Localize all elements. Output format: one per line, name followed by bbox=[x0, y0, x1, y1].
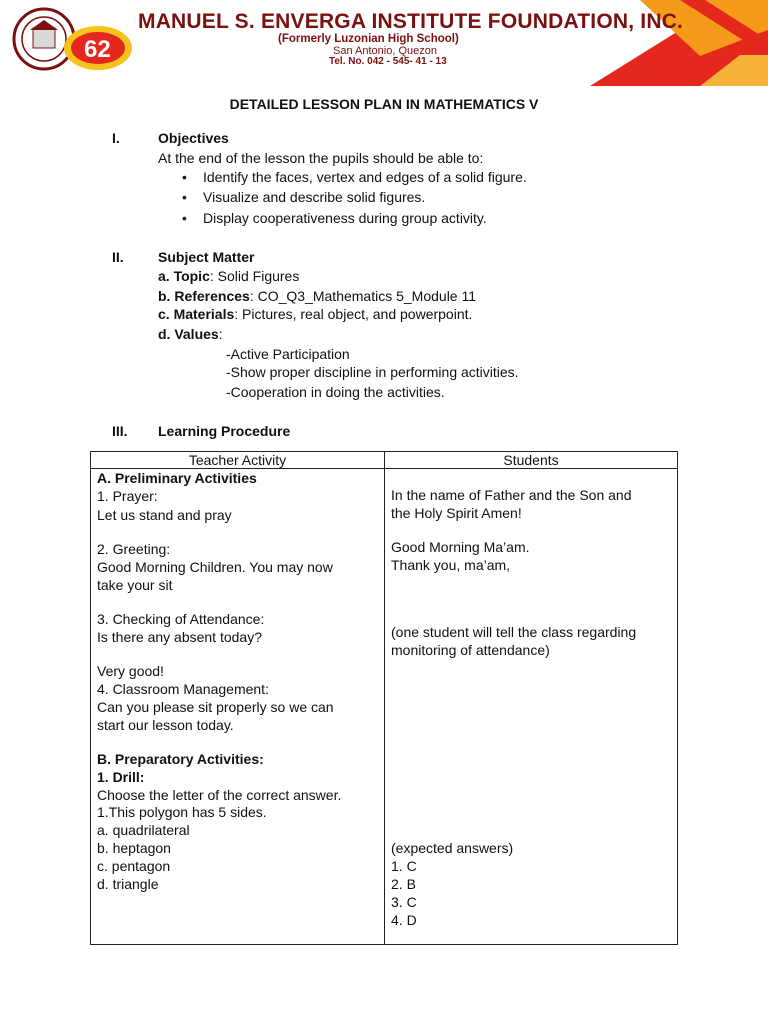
management-label: 4. Classroom Management: bbox=[97, 681, 269, 697]
attendance-line: Is there any absent today? bbox=[97, 629, 262, 645]
preliminary-activities-heading: A. Preliminary Activities bbox=[97, 470, 257, 486]
drill-choice: c. pentagon bbox=[97, 858, 171, 874]
students-header: Students bbox=[385, 452, 678, 469]
student-attendance-line: (one student will tell the class regarding bbox=[391, 624, 637, 640]
prayer-line: Let us stand and pray bbox=[97, 507, 232, 523]
very-good-text: Very good! bbox=[97, 663, 164, 679]
materials-value: : Pictures, real object, and powerpoint. bbox=[234, 306, 473, 322]
learning-procedure-numeral: III. bbox=[112, 423, 128, 439]
student-greeting-line: Good Morning Ma’am. bbox=[391, 539, 530, 555]
objective-item: • Identify the faces, vertex and edges of a solid figure. bbox=[203, 169, 527, 185]
greeting-line: Good Morning Children. You may now bbox=[97, 559, 333, 575]
expected-answer: 2. B bbox=[391, 876, 416, 892]
greeting-label: 2. Greeting: bbox=[97, 541, 171, 557]
topic-line bbox=[158, 268, 299, 284]
topic-value: : Solid Figures bbox=[209, 268, 300, 284]
value-item: -Active Participation bbox=[226, 346, 350, 362]
students-cell bbox=[385, 469, 678, 945]
lesson-procedure-table bbox=[90, 451, 678, 945]
table-row bbox=[91, 469, 678, 945]
drill-choice: a. quadrilateral bbox=[97, 822, 190, 838]
subject-matter-numeral: II. bbox=[112, 249, 124, 265]
learning-procedure-heading: Learning Procedure bbox=[158, 423, 291, 439]
drill-question: 1.This polygon has 5 sides. bbox=[97, 804, 267, 820]
preparatory-activities-heading: B. Preparatory Activities: bbox=[97, 751, 264, 767]
student-attendance-line: monitoring of attendance) bbox=[391, 642, 550, 658]
school-telephone: Tel. No. 042 - 545- 41 - 13 bbox=[329, 56, 447, 67]
objectives-intro: At the end of the lesson the pupils should be able to: bbox=[158, 150, 484, 166]
attendance-label: 3. Checking of Attendance: bbox=[97, 611, 265, 627]
student-prayer-line: the Holy Spirit Amen! bbox=[391, 505, 522, 521]
references-label: b. References bbox=[158, 288, 250, 304]
expected-answer: 3. C bbox=[391, 894, 417, 910]
teacher-activity-header: Teacher Activity bbox=[91, 452, 385, 469]
expected-answer: 4. D bbox=[391, 912, 417, 928]
value-item: -Cooperation in doing the activities. bbox=[226, 384, 445, 400]
student-prayer-line: In the name of Father and the Son and bbox=[391, 487, 632, 503]
references-value: : CO_Q3_Mathematics 5_Module 11 bbox=[249, 288, 477, 304]
greeting-line: take your sit bbox=[97, 577, 173, 593]
svg-text:62: 62 bbox=[84, 36, 111, 63]
subject-matter-heading: Subject Matter bbox=[158, 249, 255, 265]
school-former-name: (Formerly Luzonian High School) bbox=[278, 33, 459, 45]
management-line: start our lesson today. bbox=[97, 717, 234, 733]
expected-answers-label: (expected answers) bbox=[391, 840, 514, 856]
school-seal-logo bbox=[14, 9, 74, 69]
drill-heading: 1. Drill: bbox=[97, 769, 145, 785]
management-line: Can you please sit properly so we can bbox=[97, 699, 334, 715]
values-label: d. Values bbox=[158, 326, 219, 342]
materials-line bbox=[158, 306, 472, 322]
values-line bbox=[158, 326, 223, 342]
anniversary-logo bbox=[64, 26, 132, 70]
document-title: DETAILED LESSON PLAN IN MATHEMATICS V bbox=[229, 96, 539, 112]
prayer-label: 1. Prayer: bbox=[97, 488, 158, 504]
objective-item: • Display cooperativeness during group activity. bbox=[203, 210, 487, 226]
school-address: San Antonio, Quezon bbox=[333, 45, 437, 57]
objectives-numeral: I. bbox=[112, 130, 120, 146]
drill-choice: b. heptagon bbox=[97, 840, 171, 856]
values-colon: : bbox=[218, 326, 223, 342]
objective-item: • Visualize and describe solid figures. bbox=[203, 189, 425, 205]
references-line bbox=[158, 288, 476, 304]
topic-label: a. Topic bbox=[158, 268, 210, 284]
student-greeting-line: Thank you, ma’am, bbox=[391, 557, 511, 573]
objectives-heading: Objectives bbox=[158, 130, 229, 146]
table-header-row bbox=[91, 452, 678, 469]
expected-answer: 1. C bbox=[391, 858, 417, 874]
materials-label: c. Materials bbox=[158, 306, 235, 322]
school-name: MANUEL S. ENVERGA INSTITUTE FOUNDATION, INC. bbox=[138, 10, 684, 33]
drill-instruction: Choose the letter of the correct answer. bbox=[97, 787, 342, 803]
drill-choice: d. triangle bbox=[97, 876, 159, 892]
teacher-activity-cell bbox=[91, 469, 385, 945]
value-item: -Show proper discipline in performing activities. bbox=[226, 364, 519, 380]
